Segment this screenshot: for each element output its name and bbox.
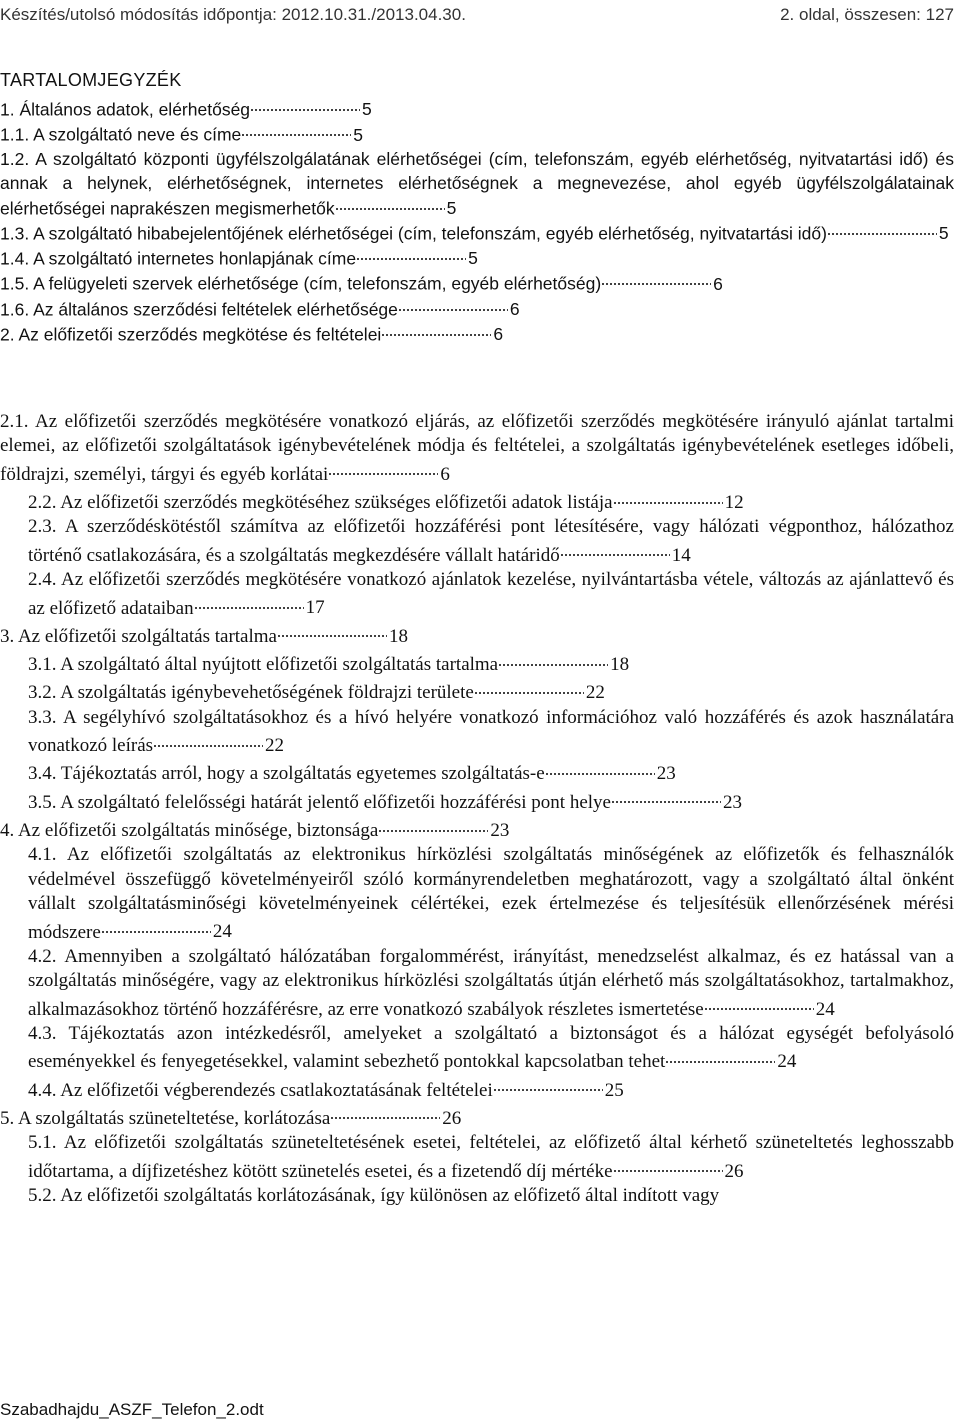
modification-date: Készítés/utolsó módosítás időpontja: 2012.10.31./2013.04.30.	[0, 5, 466, 24]
toc-entry[interactable]	[0, 758, 960, 786]
toc-entry[interactable]	[0, 487, 960, 515]
dot-leader	[613, 1156, 723, 1177]
dot-leader	[827, 220, 937, 239]
toc-section-sans	[0, 96, 960, 346]
toc-entry-text: 4.1. Az előfizetői szolgáltatás az elektronikus hírközlési szolgáltatás minőségének az előfizetők és felhasználók védelmével összefüggő követelményeiről szóló kormányrendeletben meghatározott, vagy a szolgáltató által önként vállalt szolgáltatásminőségi követelményeinek célértékei, ezek értelmezése és teljesítésük ellenőrzésének mérési módszere	[28, 844, 954, 943]
toc-entry[interactable]	[0, 321, 960, 346]
toc-entry-text: 5. A szolgáltatás szüneteltetése, korlátozása	[0, 1107, 331, 1129]
dot-leader	[665, 1046, 775, 1067]
toc-entry-text: 1.2. A szolgáltató központi ügyfélszolgálatának elérhetőségei (cím, telefonszám, egyéb elérhetőség, nyitvatartási idő) és annak a helynek, elérhetőségnek, internetes elérhetőségnek a megnevezése, ahol egyéb ügyfélszolgálatainak elérhetőségei naprakészen megismerhetők	[0, 148, 954, 218]
toc-entry-text: 1. Általános adatok, elérhetőség	[0, 99, 251, 120]
toc-entry-text: 1.4. A szolgáltató internetes honlapjának címe	[0, 248, 357, 269]
dot-leader	[250, 96, 360, 115]
toc-entry-text: 3.2. A szolgáltatás igénybevehetőségének földrajzi területe	[28, 682, 474, 704]
toc-entry-text: 2.2. Az előfizetői szerződés megkötéséhez szükséges előfizetői adatok listája	[28, 492, 613, 513]
toc-entry[interactable]	[0, 787, 960, 815]
toc-entry-text: 4.2. Amennyiben a szolgáltató hálózatában forgalommérést, irányítást, menedzselést alkalmaz, és ez hatással van a szolgáltatás minőségére, vagy az elektronikus hírközlési szolgáltatás útján elérhető más szolgáltatásokhoz, tartalmakhoz, alkalmazásokhoz történő hozzáférésre, az erre vonatkozó szabályok részletes ismertetése	[28, 945, 954, 1020]
dot-leader	[335, 195, 445, 214]
dot-leader	[241, 121, 351, 140]
toc-page-number: 18	[388, 625, 408, 647]
toc-page-number: 23	[656, 763, 676, 785]
toc-entry-text: 5.1. Az előfizetői szolgáltatás szüneteltetésének esetei, feltételei, az előfizető által kérhető szüneteltetés leghosszabb időtartama, a díjfizetéshez kötött szünetelés esetei, és a fizetendő díj mértéke	[28, 1132, 954, 1182]
toc-entry[interactable]	[0, 96, 960, 121]
dot-leader	[381, 321, 491, 340]
toc-entry-text: 4.4. Az előfizetői végberendezés csatlakoztatásának feltételei	[28, 1079, 493, 1101]
toc-page-number: 5	[446, 197, 457, 218]
toc-entry[interactable]	[0, 1075, 960, 1103]
toc-page-number: 12	[724, 492, 744, 513]
dot-leader	[498, 649, 608, 670]
toc-entry-text: 3.4. Tájékoztatás arról, hogy a szolgáltatás egyetemes szolgáltatás-e	[28, 763, 545, 785]
dot-leader	[560, 540, 670, 561]
toc-entry[interactable]	[0, 270, 960, 295]
toc-entry[interactable]	[0, 245, 960, 270]
toc-entry[interactable]	[0, 147, 960, 220]
toc-entry[interactable]	[0, 1184, 960, 1208]
page-header	[0, 0, 960, 30]
toc-page-number: 24	[815, 998, 835, 1020]
toc-page-number: 6	[509, 298, 520, 319]
toc-entry-text: 4.3. Tájékoztatás azon intézkedésről, amelyeket a szolgáltató a biztonságot és a hálózat egységét befolyásoló eseményekkel és fenyegetésekkel, valamint sebezhető pontokkal kapcsolatban tehet	[28, 1022, 954, 1073]
toc-entry[interactable]	[0, 410, 960, 487]
dot-leader	[101, 917, 211, 938]
dot-leader	[611, 787, 721, 808]
dot-leader	[474, 677, 584, 698]
dot-leader	[153, 730, 263, 751]
toc-entry-text: 3.1. A szolgáltató által nyújtott előfizetői szolgáltatás tartalma	[28, 654, 499, 675]
toc-page-number: 17	[305, 597, 325, 619]
dot-leader	[194, 593, 304, 614]
toc-page-number: 25	[604, 1079, 624, 1101]
toc-page-number: 22	[265, 735, 285, 756]
toc-page-number: 18	[610, 654, 630, 675]
toc-entry[interactable]	[0, 815, 960, 843]
toc-entry-text: 5.2. Az előfizetői szolgáltatás korlátozásának, így különösen az előfizető által indított vagy	[28, 1184, 720, 1206]
toc-entry-text: 1.3. A szolgáltató hibabejelentőjének elérhetőségei (cím, telefonszám, egyéb elérhetőség, nyitvatartási idő)	[0, 223, 827, 243]
dot-leader	[704, 994, 814, 1015]
dot-leader	[277, 621, 387, 642]
toc-entry-text: 3.5. A szolgáltató felelősségi határát jelentő előfizetői hozzáférési pont helye	[28, 791, 611, 813]
toc-entry-text: 1.5. A felügyeleti szervek elérhetősége (cím, telefonszám, egyéb elérhetőség)	[0, 273, 602, 294]
dot-leader	[378, 815, 488, 836]
dot-leader	[613, 487, 723, 508]
toc-entry[interactable]	[0, 1131, 960, 1184]
dot-leader	[601, 270, 711, 289]
toc-page-number: 24	[212, 921, 232, 943]
file-name-footer: Szabadhajdu_ASZF_Telefon_2.odt	[0, 1400, 264, 1419]
toc-page-number: 5	[353, 124, 363, 145]
dot-leader	[398, 296, 508, 315]
toc-entry-text: 3. Az előfizetői szolgáltatás tartalma	[0, 625, 277, 647]
dot-leader	[328, 459, 438, 480]
toc-page-number: 6	[440, 463, 450, 485]
toc-page-number: 26	[724, 1160, 744, 1182]
toc-entry[interactable]	[0, 220, 960, 245]
toc-page-number: 22	[585, 682, 605, 704]
toc-page-number: 23	[722, 791, 742, 813]
toc-page-number: 14	[671, 544, 691, 566]
dot-leader	[545, 758, 655, 779]
toc-entry[interactable]	[0, 677, 960, 705]
toc-page-number: 6	[713, 273, 723, 294]
toc-entry-text: 1.1. A szolgáltató neve és címe	[0, 124, 242, 145]
toc-entry[interactable]	[0, 621, 960, 649]
toc-section-serif	[0, 410, 960, 1208]
toc-entry-text: 4. Az előfizetői szolgáltatás minősége, biztonsága	[0, 819, 379, 841]
toc-entry[interactable]	[0, 706, 960, 759]
toc-entry[interactable]	[0, 1103, 960, 1131]
dot-leader	[493, 1075, 603, 1096]
toc-entry-text: 3.3. A segélyhívó szolgáltatásokhoz és a hívó helyére vonatkozó információhoz való hozzáférés és azok használatára vonatkozó leírás	[28, 706, 954, 756]
toc-entry[interactable]	[0, 945, 960, 1022]
toc-entry[interactable]	[0, 515, 960, 568]
toc-page-number: 26	[442, 1107, 462, 1129]
toc-entry[interactable]	[0, 649, 960, 677]
toc-title: TARTALOMJEGYZÉK	[0, 70, 182, 90]
toc-entry[interactable]	[0, 296, 960, 321]
dot-leader	[356, 245, 466, 264]
dot-leader	[330, 1103, 440, 1124]
toc-entry[interactable]	[0, 1022, 960, 1075]
toc-entry-text: 2.1. Az előfizetői szerződés megkötésére vonatkozó eljárás, az előfizetői szerződés megkötésére irányuló ajánlat tartalmi elemei, az előfizetői szolgáltatások igénybevételének módja és feltételei, a szolgáltatás igénybevételének esetleges időbeli, földrajzi, személyi, tárgyi és egyéb korlátai	[0, 411, 954, 485]
toc-entry-text: 2. Az előfizetői szerződés megkötése és feltételei	[0, 324, 382, 344]
toc-page-number: 5	[468, 248, 478, 269]
toc-entry-text: 1.6. Az általános szerződési feltételek elérhetősége	[0, 298, 398, 319]
toc-entry[interactable]	[0, 843, 960, 945]
toc-entry[interactable]	[0, 568, 960, 621]
toc-entry[interactable]	[0, 121, 960, 146]
toc-page-number: 24	[777, 1051, 797, 1073]
toc-page-number: 6	[493, 324, 504, 344]
toc-page-number: 23	[490, 819, 510, 841]
page-counter: 2. oldal, összesen: 127	[780, 5, 954, 24]
toc-page-number: 5	[362, 99, 372, 120]
toc-entry-text: 2.4. Az előfizetői szerződés megkötésére vonatkozó ajánlatok kezelése, nyilvántartásba vétele, változás az ajánlattevő és az előfizető adataiban	[28, 569, 954, 619]
toc-entry-text: 2.3. A szerződéskötéstől számítva az előfizetői hozzáférési pont létesítésére, vagy hálózati végponthoz, hálózathoz történő csatlakozására, és a szolgáltatás megkezdésére vállalt határidő	[28, 516, 954, 566]
toc-page-number: 5	[938, 223, 949, 243]
